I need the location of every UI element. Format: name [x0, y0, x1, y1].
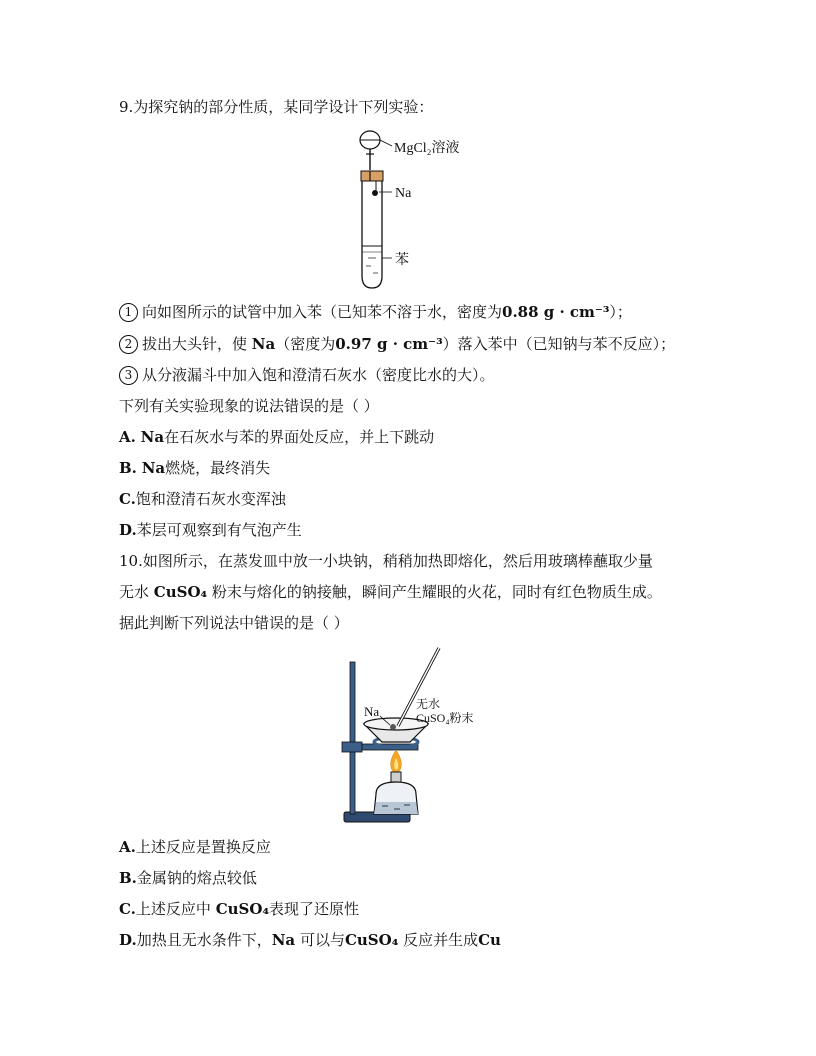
step-number: 1 — [119, 303, 138, 322]
test-tube-figure — [340, 128, 480, 293]
stand-rod — [350, 662, 355, 814]
step-number: 3 — [119, 366, 138, 385]
q10-stem-line1: 10.如图所示，在蒸发皿中放一小块钠，稍稍加热即熔化，然后用玻璃棒蘸取少量 — [119, 552, 653, 570]
lamp-wick-holder — [391, 772, 401, 782]
q9-option-a: A. Na在石灰水与苯的界面处反应，并上下跳动 — [119, 428, 435, 446]
q9-prompt: 下列有关实验现象的说法错误的是（ ） — [119, 397, 379, 415]
q10-option-b: B.金属钠的熔点较低 — [119, 869, 257, 887]
separatory-funnel — [360, 131, 380, 170]
label-na: Na — [395, 186, 412, 201]
step-number: 2 — [119, 335, 138, 354]
q10-option-d: D.加热且无水条件下，Na 可以与CuSO₄ 反应并生成Cu — [119, 931, 501, 949]
rubber-stopper — [361, 171, 383, 181]
q9-step-1: 1 向如图所示的试管中加入苯（已知苯不溶于水，密度为0.88 g · cm⁻³）； — [119, 302, 632, 322]
label-na-dish: Na — [364, 704, 380, 719]
q9-stem: 9.为探究钠的部分性质，某同学设计下列实验： — [119, 98, 434, 116]
label-anhydrous: 无水 — [416, 697, 441, 711]
evaporation-figure — [336, 646, 486, 828]
q9-step-2: 2 拔出大头针，使 Na（密度为0.97 g · cm⁻³）落入苯中（已知钠与苯不反应）； — [119, 334, 675, 354]
q10-stem-line3: 据此判断下列说法中错误的是（ ） — [119, 614, 349, 632]
label-cuso4-powder: CuSO₄粉末 — [416, 711, 474, 725]
q10-option-a: A.上述反应是置换反应 — [119, 838, 271, 856]
label-mgcl2: MgCl₂溶液 — [394, 141, 460, 156]
q9-option-d: D.苯层可观察到有气泡产生 — [119, 521, 302, 539]
sodium-piece — [372, 190, 378, 196]
q9-step-3: 3 从分液漏斗中加入饱和澄清石灰水（密度比水的大）。 — [119, 365, 495, 385]
molten-sodium — [390, 724, 396, 730]
test-tube — [362, 181, 382, 288]
label-benzene: 苯 — [395, 253, 409, 268]
q9-option-b: B. Na燃烧，最终消失 — [119, 459, 271, 477]
q9-option-c: C.饱和澄清石灰水变浑浊 — [119, 490, 286, 508]
q10-option-c: C.上述反应中 CuSO₄表现了还原性 — [119, 900, 360, 918]
q10-stem-line2: 无水 CuSO₄ 粉末与熔化的钠接触，瞬间产生耀眼的火花，同时有红色物质生成。 — [119, 583, 662, 601]
